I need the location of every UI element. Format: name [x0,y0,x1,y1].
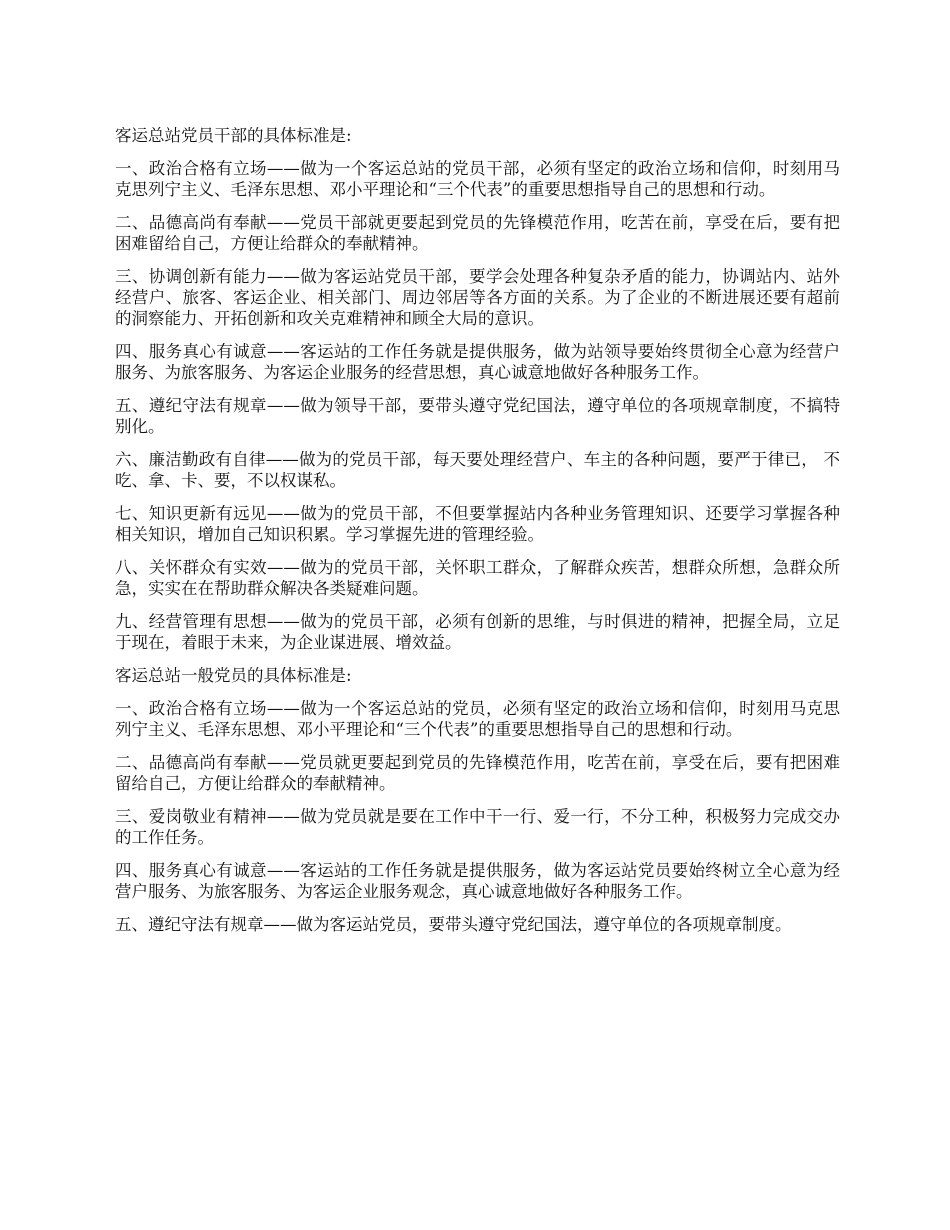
cadre-item-1: 一、政治合格有立场——做为一个客运总站的党员干部，必须有坚定的政治立场和信仰，时刻用马克思列宁主义、毛泽东思想、邓小平理论和“三个代表”的重要思想指导自己的思想和行动。 [115,159,840,199]
cadre-item-2: 二、品德高尚有奉献——党员干部就更要起到党员的先锋模范作用，吃苦在前，享受在后，要有把困难留给自己，方便让给群众的奉献精神。 [115,213,840,253]
cadre-item-9: 九、经营管理有思想——做为的党员干部，必须有创新的思维，与时俱进的精神，把握全局，立足于现在，着眼于未来，为企业谋进展、增效益。 [115,612,840,652]
cadre-item-3: 三、协调创新有能力——做为客运站党员干部，要学会处理各种复杂矛盾的能力，协调站内、站外经营户、旅客、客运企业、相关部门、周边邻居等各方面的关系。为了企业的不断进展还要有超前的洞察能力、开拓创新和攻关克难精神和顾全大局的意识。 [115,267,840,328]
cadre-item-5: 五、遵纪守法有规章——做为领导干部，要带头遵守党纪国法，遵守单位的各项规章制度，不搞特别化。 [115,396,840,436]
member-item-5: 五、遵纪守法有规章——做为客运站党员，要带头遵守党纪国法，遵守单位的各项规章制度。 [115,915,792,934]
member-item-2: 二、品德高尚有奉献——党员就更要起到党员的先锋模范作用，吃苦在前，享受在后，要有把困难留给自己，方便让给群众的奉献精神。 [115,753,840,793]
cadre-item-8: 八、关怀群众有实效——做为的党员干部，关怀职工群众，了解群众疾苦，想群众所想，急群众所急，实实在在帮助群众解决各类疑难问题。 [115,558,840,598]
member-item-1: 一、政治合格有立场——做为一个客运总站的党员，必须有坚定的政治立场和信仰，时刻用马克思列宁主义、毛泽东思想、邓小平理论和“三个代表”的重要思想指导自己的思想和行动。 [115,699,840,739]
document-page [115,125,840,947]
member-standards-heading: 客运总站一般党员的具体标准是: [115,666,352,685]
member-item-3: 三、爱岗敬业有精神——做为党员就是要在工作中干一行、爱一行，不分工种，积极努力完成交办的工作任务。 [115,807,840,847]
cadre-item-6: 六、廉洁勤政有自律——做为的党员干部，每天要处理经营户、车主的各种问题，要严于律已， 不吃、拿、卡、要，不以权谋私。 [115,450,840,490]
member-item-4: 四、服务真心有诚意——客运站的工作任务就是提供服务，做为客运站党员要始终树立全心意为经营户服务、为旅客服务、为客运企业服务观念，真心诚意地做好各种服务工作。 [115,861,840,901]
cadre-item-4: 四、服务真心有诚意——客运站的工作任务就是提供服务，做为站领导要始终贯彻全心意为经营户服务、为旅客服务、为客运企业服务的经营思想，真心诚意地做好各种服务工作。 [115,342,840,382]
cadre-standards-heading: 客运总站党员干部的具体标准是: [115,126,352,145]
cadre-item-7: 七、知识更新有远见——做为的党员干部，不但要掌握站内各种业务管理知识、还要学习掌握各种相关知识，增加自己知识积累。学习掌握先进的管理经验。 [115,504,840,544]
